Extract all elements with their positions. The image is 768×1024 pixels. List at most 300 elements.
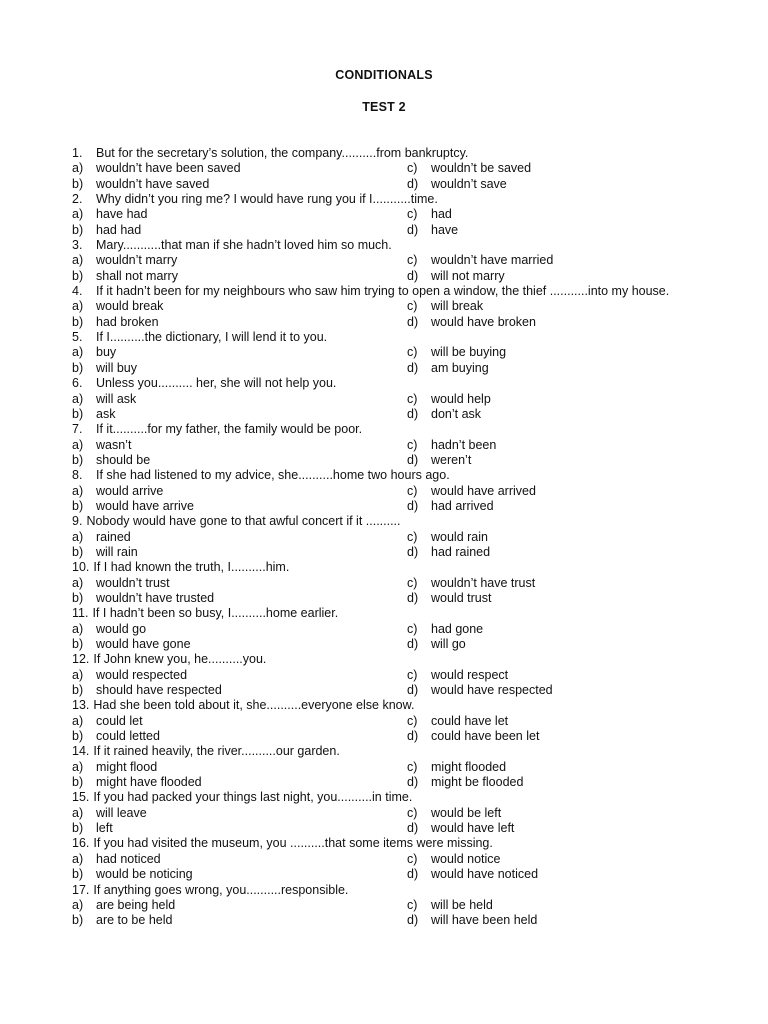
option-text: wouldn’t have trust xyxy=(431,575,536,590)
question-text: If I had known the truth, I..........him. xyxy=(93,560,290,575)
option-letter: a) xyxy=(72,253,84,268)
option-d xyxy=(407,453,471,468)
option-letter: d) xyxy=(407,268,419,283)
option-text: would have arrived xyxy=(431,483,536,498)
option-letter: c) xyxy=(407,713,418,728)
option-d xyxy=(407,913,537,928)
option-row xyxy=(72,315,702,330)
option-text: should be xyxy=(96,452,151,467)
question-text: If anything goes wrong, you..........responsible. xyxy=(93,882,349,897)
option-c xyxy=(407,622,483,637)
question-stem xyxy=(72,146,702,161)
option-row xyxy=(72,729,702,744)
question-item xyxy=(72,744,702,790)
option-row xyxy=(72,576,702,591)
option-row xyxy=(72,775,702,790)
option-row xyxy=(72,867,702,882)
question-item xyxy=(72,883,702,929)
question-item xyxy=(72,238,702,284)
option-a xyxy=(72,806,147,821)
option-a xyxy=(72,622,146,637)
option-letter: d) xyxy=(407,821,419,836)
option-letter: a) xyxy=(72,207,84,222)
option-letter: b) xyxy=(72,637,84,651)
question-stem xyxy=(72,560,702,575)
question-text: Mary...........that man if she hadn’t loved him so much. xyxy=(96,238,392,253)
option-letter: c) xyxy=(407,759,418,774)
option-text: will break xyxy=(431,299,484,314)
question-item xyxy=(72,698,702,744)
option-letter: b) xyxy=(72,683,84,698)
option-letter: a) xyxy=(72,851,84,866)
option-row xyxy=(72,177,702,192)
option-text: wouldn’t have saved xyxy=(96,176,210,191)
option-text: would have noticed xyxy=(431,867,539,882)
option-d xyxy=(407,315,536,330)
option-letter: a) xyxy=(72,805,84,820)
option-b xyxy=(72,683,222,698)
option-text: shall not marry xyxy=(96,268,178,283)
question-number: 12. xyxy=(72,652,90,667)
option-row xyxy=(72,806,702,821)
option-text: weren’t xyxy=(431,452,472,467)
option-text: would rain xyxy=(431,529,488,544)
option-row xyxy=(72,683,702,698)
document-title: CONDITIONALS xyxy=(335,68,433,82)
question-stem xyxy=(72,698,702,713)
question-text: Unless you.......... her, she will not help you. xyxy=(96,376,337,391)
option-d xyxy=(407,729,539,744)
option-letter: d) xyxy=(407,775,419,790)
option-letter: b) xyxy=(72,775,84,790)
question-number: 2. xyxy=(72,192,83,207)
option-b xyxy=(72,361,137,376)
option-text: will ask xyxy=(96,391,137,406)
option-text: should have respected xyxy=(96,683,222,698)
option-text: am buying xyxy=(431,360,489,375)
option-row xyxy=(72,299,702,314)
option-letter: d) xyxy=(407,867,419,882)
option-a xyxy=(72,760,157,775)
question-number: 16. xyxy=(72,836,90,851)
question-stem xyxy=(72,422,702,437)
option-letter: d) xyxy=(407,314,419,329)
option-letter: d) xyxy=(407,498,419,513)
question-item xyxy=(72,192,702,238)
question-number: 11. xyxy=(72,606,89,621)
question-number: 4. xyxy=(72,284,83,299)
option-text: wouldn’t save xyxy=(431,176,507,191)
option-text: don’t ask xyxy=(431,406,482,421)
question-stem xyxy=(72,836,702,851)
option-a xyxy=(72,898,175,913)
question-number: 13. xyxy=(72,698,90,713)
question-text: Had she been told about it, she..........everyone else know. xyxy=(93,698,415,713)
option-row xyxy=(72,714,702,729)
question-stem xyxy=(72,744,702,759)
option-letter: a) xyxy=(72,345,84,360)
option-text: wouldn’t have been saved xyxy=(96,161,241,176)
option-text: ask xyxy=(96,406,116,421)
question-text: If it rained heavily, the river..........our garden. xyxy=(93,744,340,759)
question-text: Nobody would have gone to that awful concert if it .......... xyxy=(86,514,401,529)
option-row xyxy=(72,392,702,407)
option-text: would respect xyxy=(431,667,509,682)
option-letter: a) xyxy=(72,483,84,498)
option-b xyxy=(72,637,191,652)
option-text: might flooded xyxy=(431,759,507,774)
option-text: would have left xyxy=(431,821,515,836)
option-letter: d) xyxy=(407,683,419,698)
option-a xyxy=(72,207,147,222)
option-text: will be buying xyxy=(431,345,507,360)
option-a xyxy=(72,714,143,729)
option-letter: c) xyxy=(407,851,418,866)
option-b xyxy=(72,223,141,238)
question-text: If she had listened to my advice, she..........home two hours ago. xyxy=(96,468,450,483)
option-d xyxy=(407,223,458,238)
option-b xyxy=(72,591,214,606)
option-letter: b) xyxy=(72,498,84,513)
option-text: will leave xyxy=(96,805,147,820)
option-text: would arrive xyxy=(96,483,164,498)
option-text: would have respected xyxy=(431,683,553,698)
option-b xyxy=(72,729,160,744)
option-row xyxy=(72,760,702,775)
option-letter: a) xyxy=(72,299,84,314)
option-letter: b) xyxy=(72,406,84,421)
option-c xyxy=(407,668,508,683)
option-letter: c) xyxy=(407,667,418,682)
option-letter: c) xyxy=(407,253,418,268)
option-letter: b) xyxy=(72,360,84,375)
question-stem xyxy=(72,790,702,805)
option-text: hadn’t been xyxy=(431,437,497,452)
option-row xyxy=(72,407,702,422)
option-letter: c) xyxy=(407,621,418,636)
option-row xyxy=(72,207,702,222)
option-d xyxy=(407,545,490,560)
option-text: will not marry xyxy=(431,268,505,283)
option-letter: d) xyxy=(407,913,419,928)
option-d xyxy=(407,177,507,192)
option-b xyxy=(72,407,115,422)
option-text: wouldn’t have trusted xyxy=(96,590,215,605)
option-row xyxy=(72,821,702,836)
option-letter: c) xyxy=(407,575,418,590)
option-text: would go xyxy=(96,621,147,636)
option-c xyxy=(407,438,496,453)
option-b xyxy=(72,775,202,790)
question-number: 1. xyxy=(72,146,83,160)
question-stem xyxy=(72,883,702,898)
question-number: 10. xyxy=(72,560,90,575)
option-c xyxy=(407,207,452,222)
option-row xyxy=(72,622,702,637)
option-a xyxy=(72,484,163,499)
document-subtitle: TEST 2 xyxy=(362,100,406,114)
option-letter: b) xyxy=(72,314,84,329)
question-number: 17. xyxy=(72,882,90,897)
option-text: wouldn’t trust xyxy=(96,575,170,590)
option-text: might flood xyxy=(96,759,158,774)
question-stem xyxy=(72,284,702,299)
option-text: would respected xyxy=(96,667,188,682)
option-d xyxy=(407,867,538,882)
option-c xyxy=(407,530,488,545)
option-letter: d) xyxy=(407,590,419,605)
option-text: had rained xyxy=(431,544,491,559)
option-b xyxy=(72,499,194,514)
option-letter: c) xyxy=(407,437,418,452)
option-row xyxy=(72,668,702,683)
option-c xyxy=(407,392,491,407)
option-d xyxy=(407,821,514,836)
option-c xyxy=(407,714,508,729)
question-item xyxy=(72,560,702,606)
option-text: had arrived xyxy=(431,498,494,513)
option-text: are being held xyxy=(96,897,176,912)
option-d xyxy=(407,775,523,790)
option-text: might have flooded xyxy=(96,775,202,790)
option-c xyxy=(407,299,483,314)
option-letter: b) xyxy=(72,821,84,836)
question-item xyxy=(72,376,702,422)
option-row xyxy=(72,223,702,238)
question-item xyxy=(72,146,702,192)
question-stem xyxy=(72,606,702,621)
question-stem xyxy=(72,330,702,345)
option-a xyxy=(72,852,161,867)
option-letter: c) xyxy=(407,207,418,222)
option-letter: d) xyxy=(407,544,419,559)
option-row xyxy=(72,361,702,376)
option-a xyxy=(72,576,170,591)
option-text: have xyxy=(431,222,459,237)
option-d xyxy=(407,269,505,284)
option-letter: b) xyxy=(72,913,84,928)
option-b xyxy=(72,545,138,560)
option-a xyxy=(72,392,136,407)
option-row xyxy=(72,161,702,176)
option-text: could have been let xyxy=(431,729,540,744)
option-text: buy xyxy=(96,345,117,360)
question-item xyxy=(72,606,702,652)
option-d xyxy=(407,683,553,698)
option-b xyxy=(72,867,193,882)
option-d xyxy=(407,637,466,652)
question-stem xyxy=(72,376,702,391)
option-letter: a) xyxy=(72,391,84,406)
option-letter: a) xyxy=(72,161,84,176)
option-c xyxy=(407,484,536,499)
option-letter: b) xyxy=(72,729,84,744)
option-text: are to be held xyxy=(96,913,173,928)
question-stem xyxy=(72,468,702,483)
option-text: might be flooded xyxy=(431,775,524,790)
option-letter: c) xyxy=(407,483,418,498)
option-text: had xyxy=(431,207,452,222)
option-a xyxy=(72,438,131,453)
option-text: had broken xyxy=(96,314,159,329)
option-text: had noticed xyxy=(96,851,161,866)
question-text: If you had packed your things last night, you..........in time. xyxy=(93,790,413,805)
option-c xyxy=(407,161,531,176)
question-text: If I..........the dictionary, I will lend it to you. xyxy=(96,330,328,345)
option-row xyxy=(72,253,702,268)
option-text: had gone xyxy=(431,621,484,636)
option-b xyxy=(72,315,159,330)
question-text: If John knew you, he..........you. xyxy=(93,652,267,667)
option-row xyxy=(72,453,702,468)
question-number: 9. xyxy=(72,514,83,529)
option-text: would notice xyxy=(431,851,501,866)
option-letter: b) xyxy=(72,544,84,559)
option-text: wasn’t xyxy=(96,437,132,452)
option-letter: a) xyxy=(72,621,84,636)
option-text: would be left xyxy=(431,805,502,820)
question-number: 15. xyxy=(72,790,90,805)
option-text: would help xyxy=(431,391,491,406)
question-text: Why didn’t you ring me? I would have rung you if I...........time. xyxy=(96,192,438,207)
option-text: would have broken xyxy=(431,314,536,329)
option-letter: c) xyxy=(407,299,418,314)
option-d xyxy=(407,407,481,422)
option-a xyxy=(72,253,177,268)
option-text: would trust xyxy=(431,590,492,605)
option-d xyxy=(407,591,491,606)
option-text: will be held xyxy=(431,897,493,912)
option-letter: a) xyxy=(72,437,84,452)
option-letter: c) xyxy=(407,161,418,176)
question-stem xyxy=(72,238,702,253)
option-row xyxy=(72,913,702,928)
option-letter: c) xyxy=(407,345,418,360)
option-text: wouldn’t be saved xyxy=(431,161,532,176)
option-letter: d) xyxy=(407,360,419,375)
option-letter: d) xyxy=(407,452,419,467)
option-letter: b) xyxy=(72,590,84,605)
option-text: left xyxy=(96,821,113,836)
option-letter: c) xyxy=(407,805,418,820)
question-text: But for the secretary’s solution, the company..........from bankruptcy. xyxy=(96,146,469,160)
question-item xyxy=(72,330,702,376)
option-letter: c) xyxy=(407,391,418,406)
option-text: wouldn’t marry xyxy=(96,253,178,268)
option-letter: b) xyxy=(72,176,84,191)
option-text: will have been held xyxy=(431,913,538,928)
option-letter: c) xyxy=(407,897,418,912)
option-letter: d) xyxy=(407,406,419,421)
option-text: will rain xyxy=(96,544,138,559)
option-c xyxy=(407,576,535,591)
option-letter: d) xyxy=(407,637,419,651)
option-text: will go xyxy=(431,637,466,651)
option-row xyxy=(72,345,702,360)
question-list xyxy=(72,146,702,929)
option-b xyxy=(72,177,209,192)
option-text: rained xyxy=(96,529,131,544)
question-item xyxy=(72,468,702,514)
question-number: 5. xyxy=(72,330,83,345)
option-letter: b) xyxy=(72,452,84,467)
question-text: If it..........for my father, the family would be poor. xyxy=(96,422,363,437)
option-d xyxy=(407,499,494,514)
option-a xyxy=(72,668,187,683)
option-a xyxy=(72,530,131,545)
option-b xyxy=(72,913,172,928)
option-text: could letted xyxy=(96,729,160,744)
question-stem xyxy=(72,514,702,529)
option-row xyxy=(72,269,702,284)
option-row xyxy=(72,591,702,606)
option-c xyxy=(407,253,553,268)
question-item xyxy=(72,514,702,560)
option-text: will buy xyxy=(96,360,137,375)
option-letter: a) xyxy=(72,529,84,544)
question-number: 14. xyxy=(72,744,90,759)
option-c xyxy=(407,760,506,775)
option-letter: a) xyxy=(72,759,84,774)
question-number: 6. xyxy=(72,376,83,391)
option-a xyxy=(72,299,163,314)
question-text: If you had visited the museum, you ..........that some items were missing. xyxy=(93,836,493,851)
question-number: 8. xyxy=(72,468,83,483)
option-letter: c) xyxy=(407,529,418,544)
option-letter: b) xyxy=(72,867,84,882)
option-row xyxy=(72,898,702,913)
option-row xyxy=(72,530,702,545)
question-stem xyxy=(72,192,702,207)
option-row xyxy=(72,438,702,453)
option-text: had had xyxy=(96,222,142,237)
question-number: 3. xyxy=(72,238,83,253)
option-letter: a) xyxy=(72,667,84,682)
option-a xyxy=(72,345,116,360)
option-c xyxy=(407,852,501,867)
option-text: could have let xyxy=(431,713,509,728)
question-text: If it hadn’t been for my neighbours who saw him trying to open a window, the thief ...........into my house. xyxy=(96,284,670,299)
option-c xyxy=(407,806,501,821)
option-row xyxy=(72,637,702,652)
option-letter: b) xyxy=(72,222,84,237)
option-letter: a) xyxy=(72,713,84,728)
option-row xyxy=(72,484,702,499)
option-text: could let xyxy=(96,713,143,728)
question-item xyxy=(72,422,702,468)
question-number: 7. xyxy=(72,422,83,437)
option-a xyxy=(72,161,241,176)
option-text: would have arrive xyxy=(96,498,194,513)
option-letter: d) xyxy=(407,222,419,237)
option-c xyxy=(407,345,506,360)
question-item xyxy=(72,652,702,698)
option-letter: a) xyxy=(72,897,84,912)
option-c xyxy=(407,898,493,913)
option-text: would be noticing xyxy=(96,867,193,882)
question-text: If I hadn’t been so busy, I..........home earlier. xyxy=(92,606,339,621)
question-stem xyxy=(72,652,702,667)
option-letter: d) xyxy=(407,729,419,744)
question-item xyxy=(72,790,702,836)
option-b xyxy=(72,453,150,468)
option-b xyxy=(72,269,178,284)
option-letter: a) xyxy=(72,575,84,590)
option-text: wouldn’t have married xyxy=(431,253,554,268)
option-d xyxy=(407,361,489,376)
question-item xyxy=(72,836,702,882)
option-row xyxy=(72,545,702,560)
